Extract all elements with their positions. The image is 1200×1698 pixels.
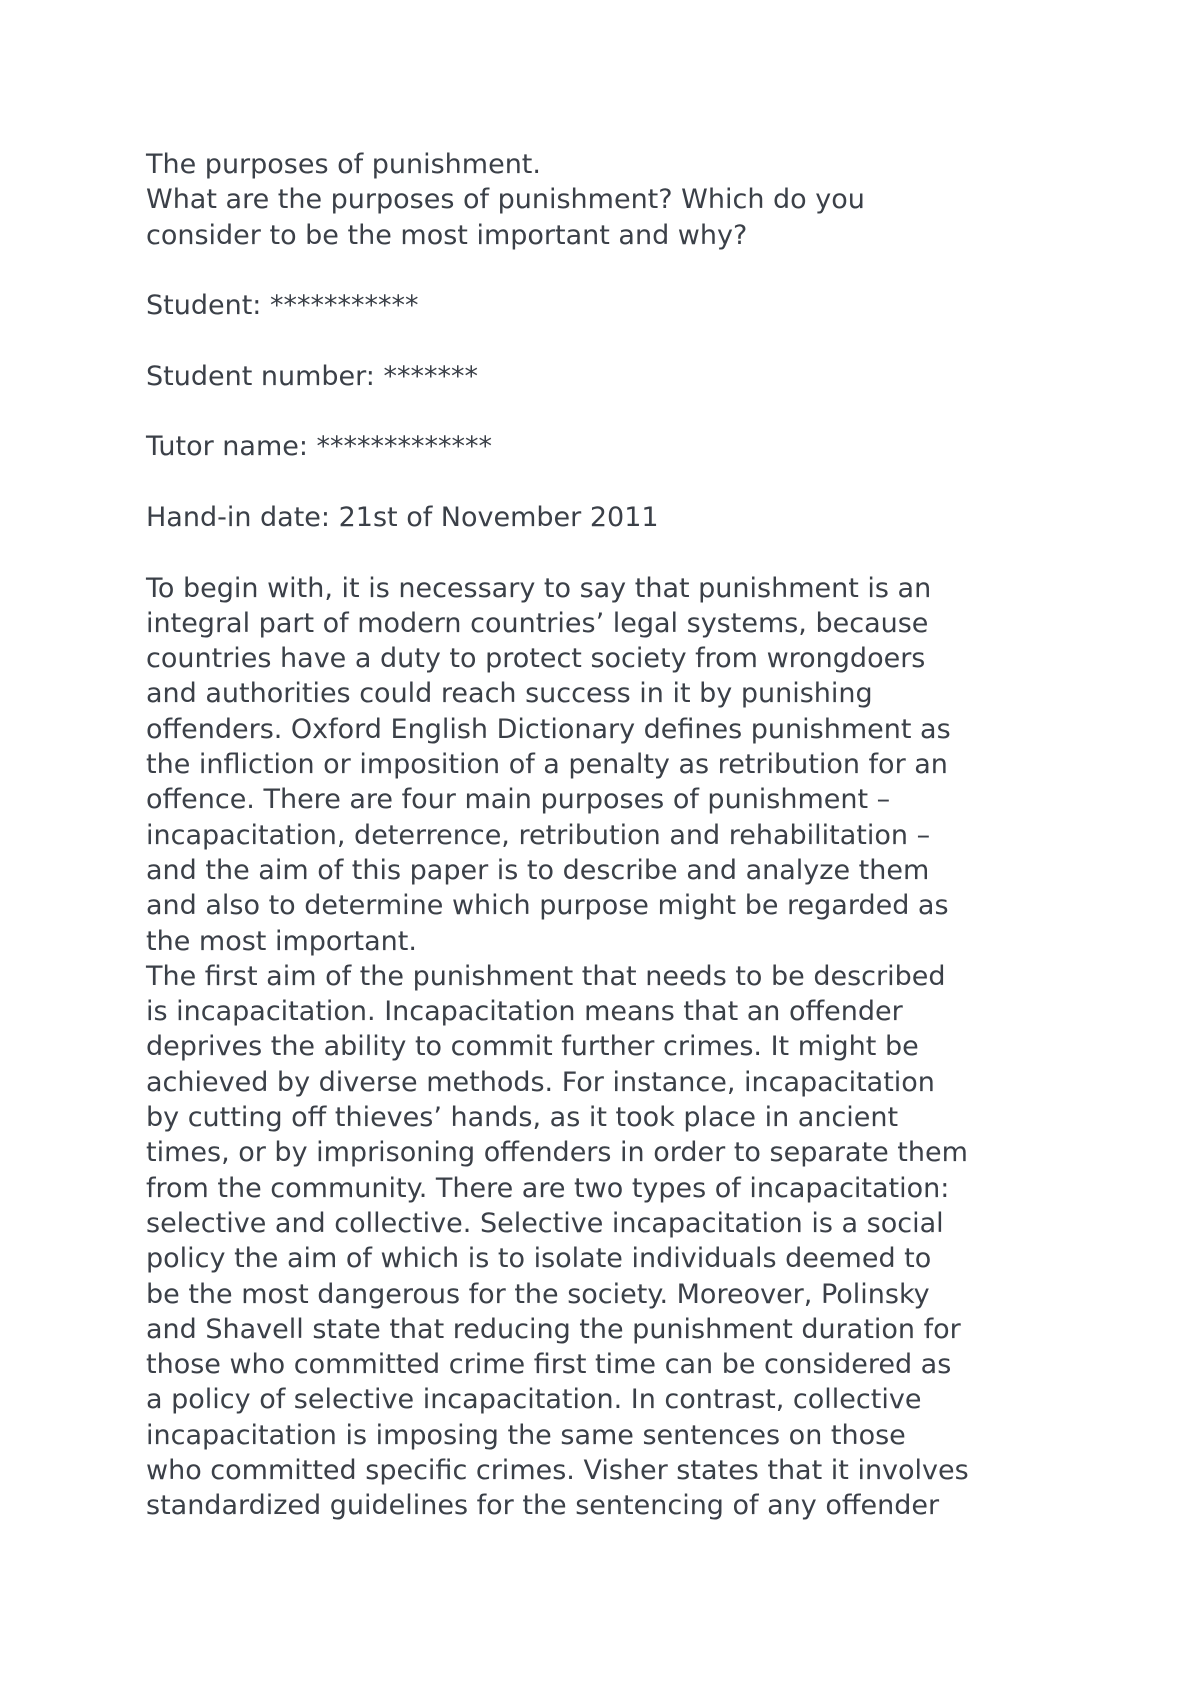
spacer xyxy=(146,465,1076,500)
paragraph-line: To begin with, it is necessary to say that punishment is an xyxy=(146,572,932,604)
student-name: Student: *********** xyxy=(146,290,419,322)
paragraph-line: integral part of modern countries’ legal systems, because xyxy=(146,607,929,639)
paragraph-incapacitation xyxy=(146,959,1076,1524)
paragraph-line: offenders. Oxford English Dictionary defines punishment as xyxy=(146,713,951,745)
paragraph-line: achieved by diverse methods. For instance, incapacitation xyxy=(146,1066,935,1098)
paragraph-line: standardized guidelines for the sentencing of any offender xyxy=(146,1490,940,1522)
student-number: Student number: ******* xyxy=(146,360,478,392)
paragraph-line: policy the aim of which is to isolate individuals deemed to xyxy=(146,1243,932,1275)
spacer xyxy=(146,253,1076,288)
paragraph-introduction xyxy=(146,571,1076,959)
paragraph-line: the infliction or imposition of a penalty as retribution for an xyxy=(146,749,948,781)
spacer xyxy=(146,323,1076,358)
paragraph-line: countries have a duty to protect society from wrongdoers xyxy=(146,643,926,675)
paragraph-line: selective and collective. Selective incapacitation is a social xyxy=(146,1207,944,1239)
spacer xyxy=(146,394,1076,429)
paragraph-line: be the most dangerous for the society. Moreover, Polinsky xyxy=(146,1278,930,1310)
essay-question-line: What are the purposes of punishment? Which do you xyxy=(146,184,865,216)
paragraph-line: who committed specific crimes. Visher states that it involves xyxy=(146,1454,969,1486)
paragraph-line: is incapacitation. Incapacitation means that an offender xyxy=(146,996,903,1028)
paragraph-line: deprives the ability to commit further crimes. It might be xyxy=(146,1031,919,1063)
paragraph-line: times, or by imprisoning offenders in order to separate them xyxy=(146,1137,968,1169)
hand-in-date: Hand-in date: 21st of November 2011 xyxy=(146,501,659,533)
paragraph-line: and also to determine which purpose might be regarded as xyxy=(146,890,949,922)
spacer xyxy=(146,535,1076,570)
paragraph-line: offence. There are four main purposes of punishment – xyxy=(146,784,891,816)
paragraph-line: by cutting off thieves’ hands, as it took place in ancient xyxy=(146,1102,899,1134)
document-title: The purposes of punishment. xyxy=(146,149,541,180)
essay-question-line: consider to be the most important and why? xyxy=(146,219,748,251)
paragraph-line: incapacitation is imposing the same sentences on those xyxy=(146,1419,906,1451)
paragraph-line: from the community. There are two types of incapacitation: xyxy=(146,1172,950,1204)
tutor-name: Tutor name: ************* xyxy=(146,431,493,463)
paragraph-line: the most important. xyxy=(146,925,417,957)
paragraph-line: and Shavell state that reducing the punishment duration for xyxy=(146,1313,961,1345)
paragraph-line: and the aim of this paper is to describe and analyze them xyxy=(146,854,930,886)
paragraph-line: a policy of selective incapacitation. In contrast, collective xyxy=(146,1384,922,1416)
document-content xyxy=(146,147,1076,1524)
paragraph-line: incapacitation, deterrence, retribution and rehabilitation – xyxy=(146,819,931,851)
paragraph-line: and authorities could reach success in it by punishing xyxy=(146,678,873,710)
paragraph-line: those who committed crime first time can be considered as xyxy=(146,1349,952,1381)
paragraph-line: The first aim of the punishment that needs to be described xyxy=(146,960,946,992)
